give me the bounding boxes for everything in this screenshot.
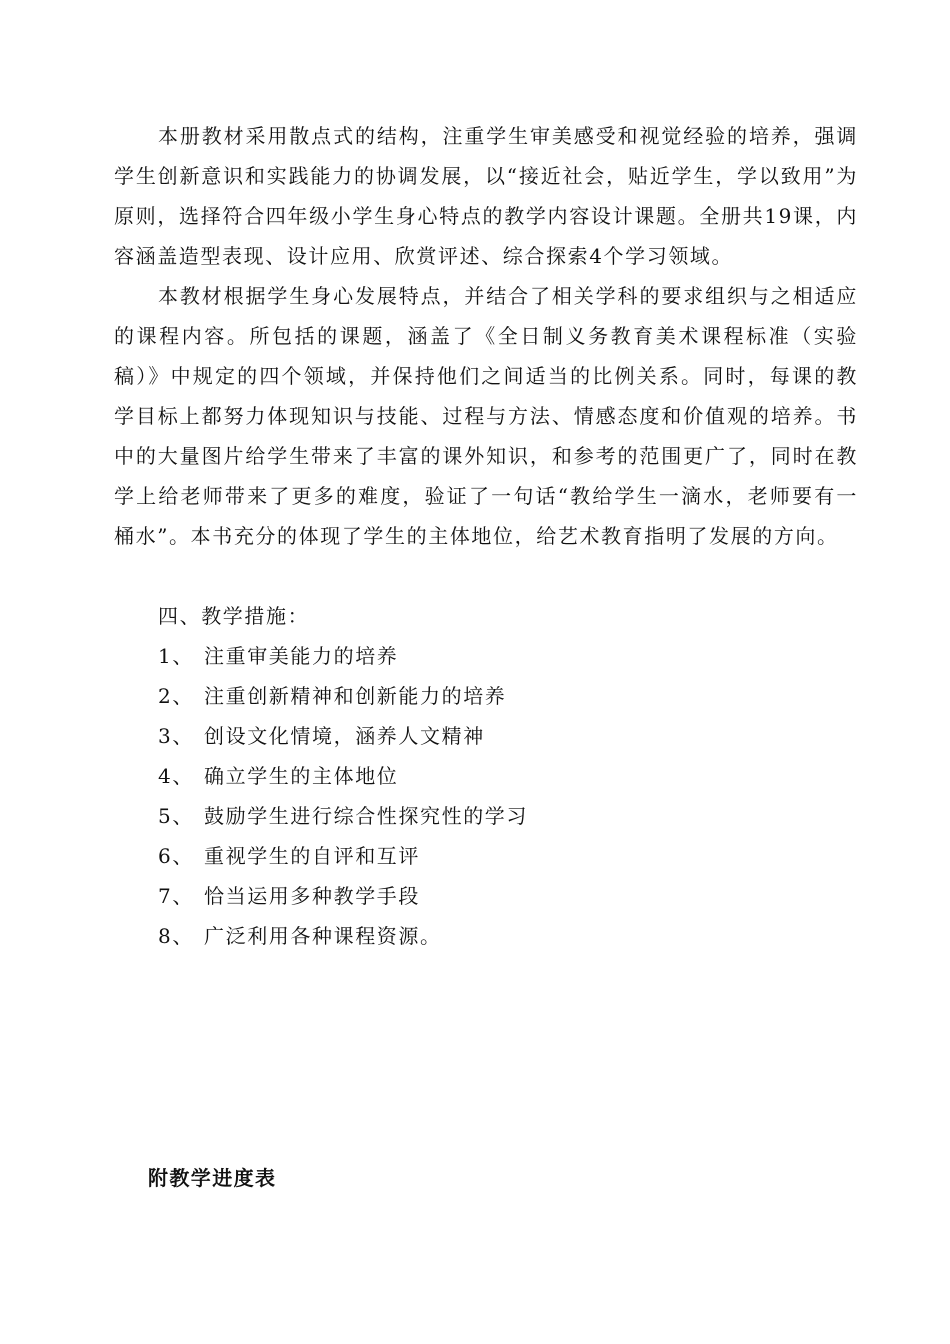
list-item-text: 重视学生的自评和互评 [204,844,420,868]
list-item-text: 恰当运用多种教学手段 [204,884,420,908]
paragraph-textbook-content: 本教材根据学生身心发展特点，并结合了相关学科的要求组织与之相适应的课程内容。所包括的课题，涵盖了《全日制义务教育美术课程标准（实验稿）》中规定的四个领域，并保持他们之间适当的比例关系。同时，每课的教学目标上都努力体现知识与技能、过程与方法、情感态度和价值观的培养。书中的大量图片给学生带来了丰富的课外知识，和参考的范围更广了，同时在教学上给老师带来了更多的难度，验证了一句话“教给学生一滴水，老师要有一桶水”。本书充分的体现了学生的主体地位，给艺术教育指明了发展的方向。 [114,284,858,548]
list-item-text: 注重创新精神和创新能力的培养 [204,684,507,708]
list-item-number: 5、 [158,804,194,828]
list-item-number: 2、 [158,684,194,708]
appendix-title: 附教学进度表 [148,1166,277,1190]
list-item [158,716,528,756]
list-item [158,636,528,676]
list-item-number: 8、 [158,924,194,948]
section-heading-teaching-measures: 四、教学措施： [158,604,310,628]
list-item-number: 7、 [158,884,194,908]
list-item [158,756,528,796]
list-item-number: 1、 [158,644,194,668]
list-item [158,836,528,876]
list-item-text: 确立学生的主体地位 [204,764,399,788]
list-item [158,796,528,836]
list-item [158,876,528,916]
list-item [158,916,528,956]
paragraph-textbook-structure: 本册教材采用散点式的结构，注重学生审美感受和视觉经验的培养，强调学生创新意识和实践能力的协调发展，以“接近社会，贴近学生，学以致用”为原则，选择符合四年级小学生身心特点的教学内容设计课题。全册共19课，内容涵盖造型表现、设计应用、欣赏评述、综合探索4个学习领域。 [114,124,858,268]
list-item-text: 鼓励学生进行综合性探究性的学习 [204,804,528,828]
list-item-number: 3、 [158,724,194,748]
list-item-number: 4、 [158,764,194,788]
list-item-text: 创设文化情境，涵养人文精神 [204,724,485,748]
list-item-text: 广泛利用各种课程资源。 [204,924,442,948]
list-item-text: 注重审美能力的培养 [204,644,399,668]
list-item-number: 6、 [158,844,194,868]
list-item [158,676,528,716]
teaching-measures-list [158,636,528,956]
